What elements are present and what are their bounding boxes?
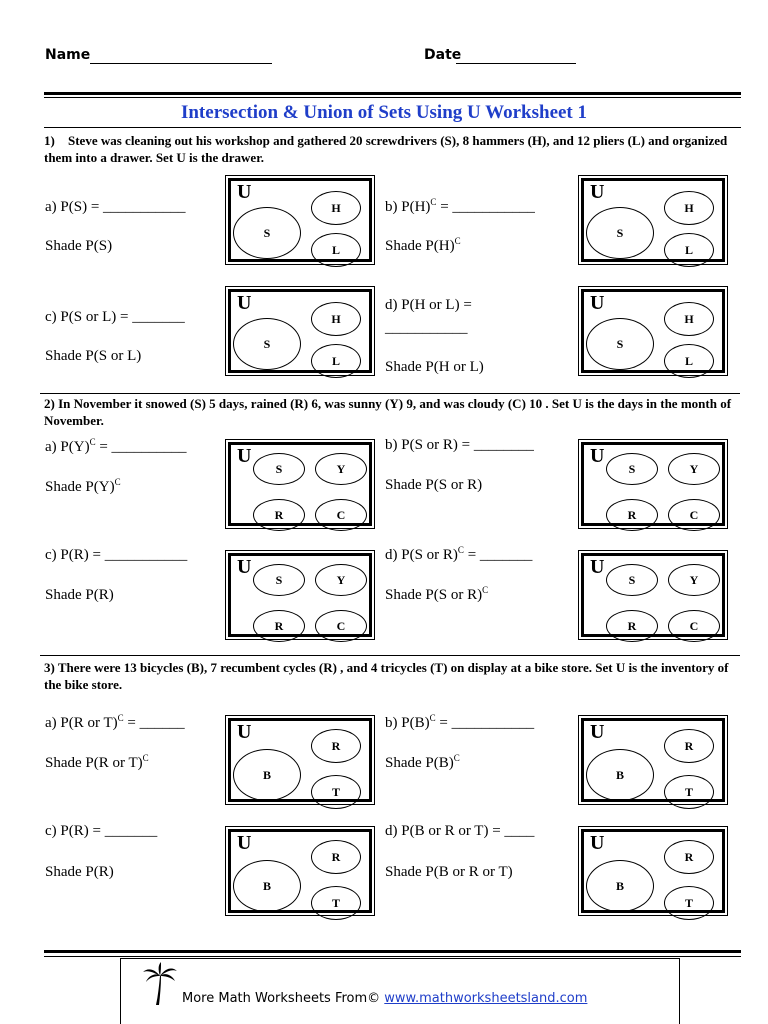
set-r[interactable]: R [311,729,361,763]
name-field[interactable] [90,47,272,64]
q2-a-shade: Shade $P(Y)^C$ [45,477,121,495]
title-rule [44,127,741,128]
set-t[interactable]: T [664,775,714,809]
venn-q3-d[interactable] [581,829,725,913]
q2-c-shade: Shade P(R) [45,587,114,603]
set-h[interactable]: H [311,302,361,336]
set-r[interactable]: R [253,610,305,642]
universe-label: U [590,832,605,854]
q3-c-prompt: c) P(R) = _______ [45,823,158,839]
universe-label: U [237,445,252,467]
q2-c-prompt: c) P(R) = ___________ [45,547,188,563]
q1-d-shade: Shade P(H or L) [385,359,484,375]
q1-d-prompt: d) P(H or L) = [385,297,472,313]
footer-credit: More Math Worksheets From© www.mathworksheetsland.com [182,991,588,1006]
set-s[interactable]: S [606,564,658,596]
set-l[interactable]: L [664,344,714,378]
set-y[interactable]: Y [315,564,367,596]
q1-c-prompt: c) P(S or L) = _______ [45,309,185,325]
venn-q2-d[interactable] [581,553,725,637]
bottom-rule-thin [44,956,741,957]
set-y[interactable]: Y [668,453,720,485]
set-b[interactable]: B [233,749,301,801]
universe-label: U [237,292,252,314]
q3-a-shade: Shade P(R or T)$^C$ [45,753,149,771]
q3-b-prompt: b) $P(B)^C$ = ___________ [385,713,535,731]
set-l[interactable]: L [311,344,361,378]
set-h[interactable]: H [664,302,714,336]
top-rule-thin [44,97,741,98]
venn-q1-a[interactable] [228,178,372,262]
venn-q1-b[interactable] [581,178,725,262]
set-r[interactable]: R [664,729,714,763]
universe-label: U [590,556,605,578]
set-t[interactable]: T [311,886,361,920]
universe-label: U [590,445,605,467]
universe-label: U [237,181,252,203]
set-t[interactable]: T [311,775,361,809]
q2-b-prompt: b) P(S or R) = ________ [385,437,534,453]
set-r[interactable]: R [253,499,305,531]
set-h[interactable]: H [311,191,361,225]
universe-label: U [590,181,605,203]
q1-c-shade: Shade P(S or L) [45,348,142,364]
set-s[interactable]: S [586,318,654,370]
set-c[interactable]: C [668,499,720,531]
universe-label: U [237,832,252,854]
set-s[interactable]: S [606,453,658,485]
venn-q3-a[interactable] [228,718,372,802]
set-s[interactable]: S [586,207,654,259]
set-t[interactable]: T [664,886,714,920]
universe-label: U [237,556,252,578]
q1-b-shade: Shade $P(H)^C$ [385,236,461,254]
section-divider [40,655,740,656]
set-b[interactable]: B [233,860,301,912]
universe-label: U [590,721,605,743]
q1-d-prompt-line2: ___________ [385,320,468,336]
section-divider [40,393,740,394]
q2-d-prompt: d) P(S or R)$^C$ = _______ [385,545,533,563]
name-label: Name [45,47,91,63]
set-b[interactable]: B [586,749,654,801]
question-3-text: 3) There were 13 bicycles (B), 7 recumbent cycles (R) , and 4 tricycles (T) on display at a bike store. Set U is the inventory of the bike store. [44,660,729,692]
page-title: Intersection & Union of Sets Using U Worksheet 1 [180,102,588,123]
venn-q2-c[interactable] [228,553,372,637]
q2-d-shade: Shade P(S or R)$^C$ [385,585,489,603]
q2-b-shade: Shade P(S or R) [385,477,483,493]
set-h[interactable]: H [664,191,714,225]
venn-q2-b[interactable] [581,442,725,526]
set-s[interactable]: S [253,453,305,485]
set-l[interactable]: L [664,233,714,267]
set-c[interactable]: C [668,610,720,642]
set-b[interactable]: B [586,860,654,912]
venn-q3-b[interactable] [581,718,725,802]
set-s[interactable]: S [233,318,301,370]
set-c[interactable]: C [315,610,367,642]
set-c[interactable]: C [315,499,367,531]
set-y[interactable]: Y [315,453,367,485]
set-r[interactable]: R [606,610,658,642]
venn-q1-d[interactable] [581,289,725,373]
q3-c-shade: Shade P(R) [45,864,114,880]
set-s[interactable]: S [253,564,305,596]
set-r[interactable]: R [311,840,361,874]
question-2-text: 2) In November it snowed (S) 5 days, rained (R) 6, was sunny (Y) 9, and was cloudy (C) 10 . Set U is the days in the month of November. [44,396,732,428]
q1-a-shade: Shade P(S) [45,238,113,254]
set-r[interactable]: R [606,499,658,531]
q3-b-shade: Shade $P(B)^C$ [385,753,460,771]
question-1-text: 1) Steve was cleaning out his workshop and gathered 20 screwdrivers (S), 8 hammers (H), and 12 pliers (L) and organized them into a drawer. Set U is the drawer. [44,133,728,165]
venn-q3-c[interactable] [228,829,372,913]
set-s[interactable]: S [233,207,301,259]
q3-d-prompt: d) P(B or R or T) = ____ [385,823,535,839]
top-rule-thick [44,92,741,95]
q1-b-prompt: b) $P(H)^C$ = ___________ [385,197,535,215]
footer-link[interactable]: www.mathworksheetsland.com [384,991,588,1006]
universe-label: U [590,292,605,314]
date-field[interactable] [456,47,576,64]
palm-tree-icon [142,962,178,1006]
bottom-rule-thick [44,950,741,953]
venn-q1-c[interactable] [228,289,372,373]
q1-a-prompt: a) P(S) = ___________ [45,199,186,215]
q3-a-prompt: a) P(R or T)$^C$ = ______ [45,713,185,731]
q2-a-prompt: a) $P(Y)^C$ = __________ [45,437,187,455]
universe-label: U [237,721,252,743]
date-label: Date [424,47,462,63]
set-l[interactable]: L [311,233,361,267]
set-y[interactable]: Y [668,564,720,596]
q3-d-shade: Shade P(B or R or T) [385,864,513,880]
set-r[interactable]: R [664,840,714,874]
venn-q2-a[interactable] [228,442,372,526]
